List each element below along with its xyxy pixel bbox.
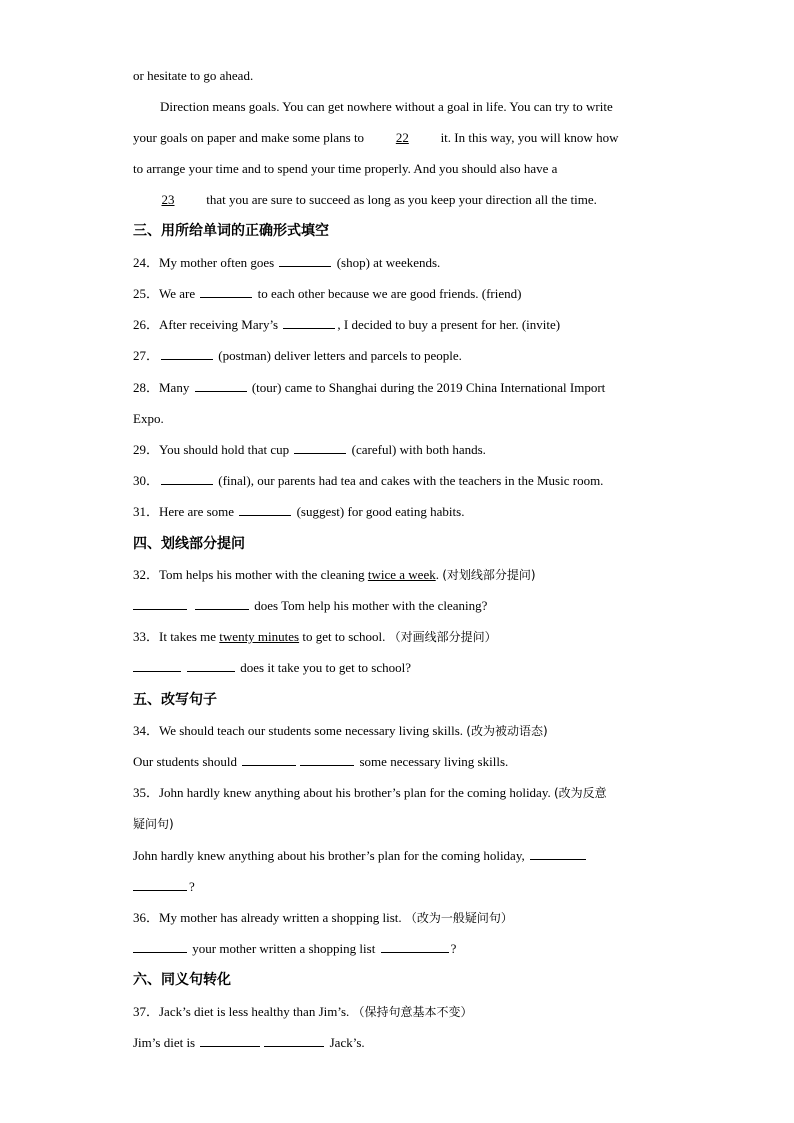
question-35-cont: 疑问句) xyxy=(133,817,174,831)
blank-22[interactable]: 22 xyxy=(395,130,409,145)
question-32: 32．Tom helps his mother with the cleaning twice a week. (对划线部分提问) xyxy=(133,567,536,582)
question-25: 25．We are to each other because we are good friends. (friend) xyxy=(133,286,522,301)
answer-blank[interactable] xyxy=(161,471,213,485)
question-28-cont: Expo. xyxy=(133,411,164,426)
section-3-heading: 三、用所给单词的正确形式填空 xyxy=(133,223,329,239)
answer-blank[interactable] xyxy=(200,284,252,298)
answer-blank[interactable] xyxy=(294,440,346,454)
question-35-answer-cont: ? xyxy=(133,877,195,897)
answer-blank[interactable] xyxy=(264,1033,324,1047)
answer-blank[interactable] xyxy=(530,846,586,860)
question-30: 30． (final), our parents had tea and cakes with the teachers in the Music room. xyxy=(133,473,604,488)
answer-blank[interactable] xyxy=(242,752,296,766)
question-32-answer: does Tom help his mother with the cleaning? xyxy=(133,596,487,616)
answer-blank[interactable] xyxy=(200,1033,260,1047)
answer-blank[interactable] xyxy=(195,596,249,610)
question-31: 31．Here are some (suggest) for good eating habits. xyxy=(133,504,465,519)
answer-blank[interactable] xyxy=(133,877,187,891)
question-36: 36．My mother has already written a shopping list. （改为一般疑问句） xyxy=(133,910,513,925)
answer-blank[interactable] xyxy=(300,752,354,766)
answer-blank[interactable] xyxy=(187,658,235,672)
answer-blank[interactable] xyxy=(381,939,449,953)
passage-line-2: Direction means goals. You can get nowhere without a goal in life. You can try to write xyxy=(160,99,613,114)
question-36-answer: your mother written a shopping list ? xyxy=(133,939,456,959)
passage-line-4: to arrange your time and to spend your time properly. And you should also have a xyxy=(133,161,558,176)
question-33: 33．It takes me twenty minutes to get to school. （对画线部分提问） xyxy=(133,629,497,644)
answer-blank[interactable] xyxy=(161,346,213,360)
question-37-answer: Jim’s diet is Jack’s. xyxy=(133,1035,365,1050)
question-34: 34．We should teach our students some necessary living skills. (改为被动语态) xyxy=(133,723,548,738)
question-37: 37．Jack’s diet is less healthy than Jim’s. （保持句意基本不变） xyxy=(133,1004,473,1019)
section-5-heading: 五、改写句子 xyxy=(133,692,217,708)
answer-blank[interactable] xyxy=(133,939,187,953)
question-34-answer: Our students should some necessary living skills. xyxy=(133,754,509,769)
answer-blank[interactable] xyxy=(195,378,247,392)
question-35-answer: John hardly knew anything about his brother’s plan for the coming holiday, xyxy=(133,846,588,866)
section-6-heading: 六、同义句转化 xyxy=(133,972,231,988)
section-4-heading: 四、划线部分提问 xyxy=(133,536,245,552)
passage-line-1: or hesitate to go ahead. xyxy=(133,68,254,83)
blank-23[interactable]: 23 xyxy=(161,192,175,207)
answer-blank[interactable] xyxy=(239,502,291,516)
question-27: 27． (postman) deliver letters and parcels to people. xyxy=(133,348,462,363)
answer-blank[interactable] xyxy=(133,596,187,610)
answer-blank[interactable] xyxy=(133,658,181,672)
answer-blank[interactable] xyxy=(279,253,331,267)
question-29: 29．You should hold that cup (careful) with both hands. xyxy=(133,442,486,457)
question-26: 26．After receiving Mary’s , I decided to buy a present for her. (invite) xyxy=(133,317,561,332)
question-28: 28．Many (tour) came to Shanghai during the 2019 China International Import xyxy=(133,380,606,395)
question-35: 35．John hardly knew anything about his brother’s plan for the coming holiday. (改为反意 xyxy=(133,785,607,800)
passage-line-5: 23 that you are sure to succeed as long as you keep your direction all the time. xyxy=(133,190,597,210)
question-33-answer: does it take you to get to school? xyxy=(133,658,411,678)
passage-line-3: your goals on paper and make some plans to 22 it. In this way, you will know how xyxy=(133,128,618,148)
answer-blank[interactable] xyxy=(283,315,335,329)
question-24: 24．My mother often goes (shop) at weekends. xyxy=(133,255,441,270)
